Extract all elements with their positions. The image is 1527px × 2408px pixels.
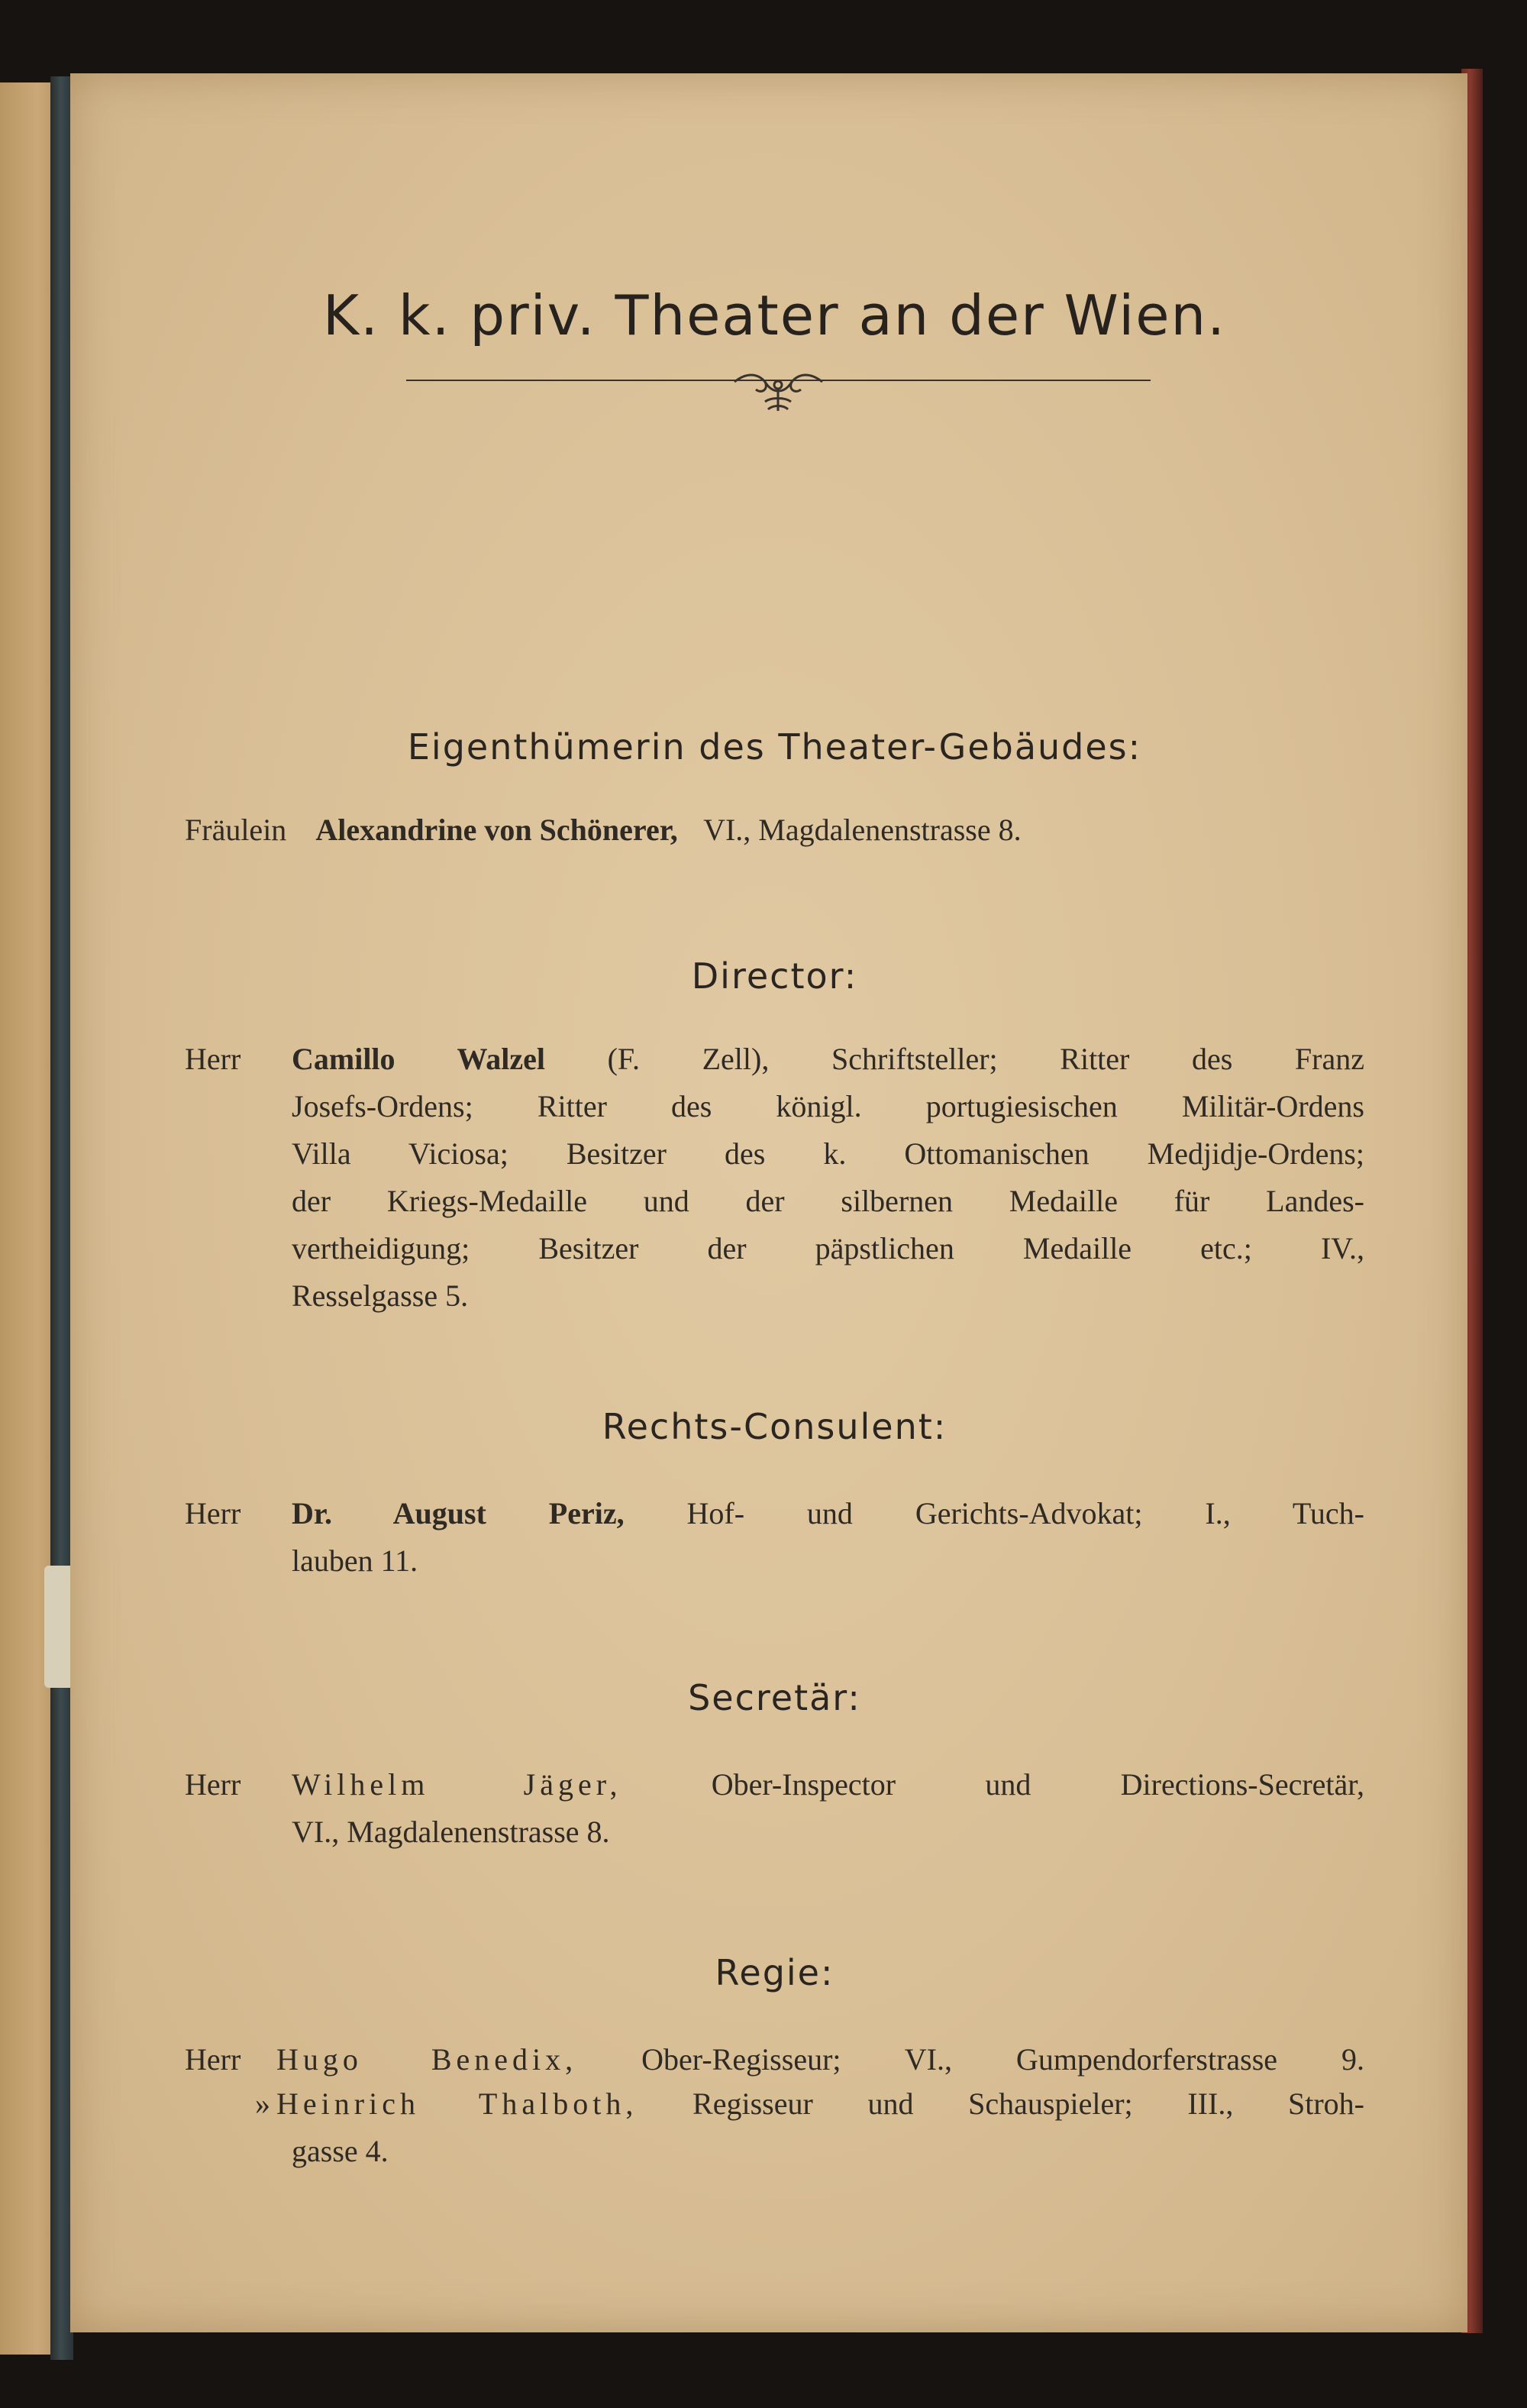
director-line-5: vertheidigung; Besitzer der päpstlichen Medaille etc.; IV.,	[292, 1231, 1364, 1265]
consultant-entry	[185, 1490, 1364, 1589]
regie-entry-2-line-2: gasse 4.	[292, 2134, 389, 2168]
regie-entry-2-text	[276, 2080, 1364, 2128]
secretary-name: Wilhelm Jäger,	[292, 1767, 622, 1802]
director-line-1-rest: (F. Zell), Schriftsteller; Ritter des Franz	[607, 1042, 1365, 1076]
director-text	[292, 1036, 1364, 1320]
regie-entry-1-prefix: Herr	[185, 2042, 241, 2077]
regie-entry-1-text	[276, 2036, 1364, 2083]
owner-entry	[185, 806, 1364, 854]
secretary-line-2: VI., Magdalenenstrasse 8.	[292, 1815, 610, 1849]
director-heading: Director:	[691, 955, 858, 997]
regie-entry-1-rest: Ober-Regisseur; VI., Gumpendorferstrasse 9.	[641, 2042, 1365, 2077]
director-name: Camillo Walzel	[292, 1042, 545, 1076]
ornament-rule-icon	[406, 371, 1151, 417]
consultant-heading: Rechts-Consulent:	[602, 1406, 948, 1447]
regie-entry-2-prefix: »	[255, 2086, 270, 2121]
regie-entry-1-line	[276, 2036, 1364, 2083]
regie-entry-1-name: Hugo Benedix,	[276, 2042, 578, 2077]
regie-heading: Regie:	[715, 1952, 835, 1993]
director-prefix: Herr	[185, 1042, 241, 1076]
owner-heading: Eigenthümerin des Theater-Gebäudes:	[407, 726, 1142, 768]
secretary-entry	[185, 1761, 1364, 1860]
secretary-text	[292, 1761, 1364, 1856]
consultant-text	[292, 1490, 1364, 1585]
owner-address: VI., Magdalenenstrasse 8.	[703, 813, 1022, 847]
owner-prefix: Fräulein	[185, 813, 287, 847]
regie-entry-2-continued	[292, 2128, 1364, 2175]
director-line-2: Josefs-Ordens; Ritter des königl. portugiesischen Militär-Ordens	[292, 1089, 1364, 1123]
director-entry	[185, 1036, 1364, 1326]
owner-name: Alexandrine von Schönerer,	[315, 813, 678, 847]
page	[70, 73, 1467, 2332]
regie-entry-2	[185, 2080, 1364, 2180]
secretary-line-1	[292, 1761, 1364, 1808]
secretary-heading: Secretär:	[688, 1677, 861, 1718]
regie-entry-2-name: Heinrich Thalboth,	[276, 2086, 638, 2121]
consultant-name: Dr. August Periz,	[292, 1496, 625, 1530]
director-line-1	[292, 1036, 1364, 1083]
consultant-prefix: Herr	[185, 1496, 241, 1530]
director-line-3: Villa Viciosa; Besitzer des k. Ottomanischen Medjidje-Ordens;	[292, 1136, 1364, 1171]
director-line-4: der Kriegs-Medaille und der silbernen Medaille für Landes-	[292, 1184, 1364, 1218]
director-line-6: Resselgasse 5.	[292, 1278, 469, 1313]
consultant-line-1	[292, 1490, 1364, 1537]
secretary-prefix: Herr	[185, 1767, 241, 1802]
regie-entry-2-line-1	[276, 2080, 1364, 2128]
consultant-line-2: lauben 11.	[292, 1543, 418, 1578]
regie-entry-2-rest: Regisseur und Schauspieler; III., Stroh-	[692, 2086, 1365, 2121]
consultant-line-1-rest: Hof- und Gerichts-Advokat; I., Tuch-	[686, 1496, 1364, 1530]
page-title: K. k. priv. Theater an der Wien.	[322, 283, 1227, 347]
secretary-line-1-rest: Ober-Inspector und Directions-Secretär,	[711, 1767, 1364, 1802]
